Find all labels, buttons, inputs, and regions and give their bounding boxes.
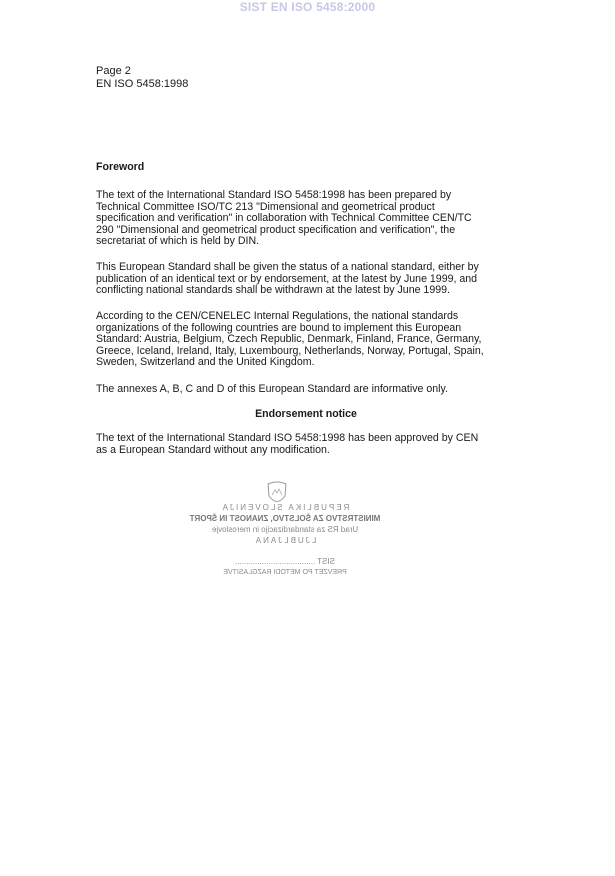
foreword-paragraph: This European Standard shall be given the status of a national standard, either by publication of an identical text or by endorsement, at the latest by June 1999, and conflicting national standards shall be withdrawn at the latest by June 1999. xyxy=(96,261,479,297)
page-number: Page 2 xyxy=(96,65,131,77)
foreword-paragraph: The annexes A, B, C and D of this European Standard are informative only. xyxy=(96,383,448,395)
foreword-paragraph: According to the CEN/CENELEC Internal Regulations, the national standards organizations of the following countries are bound to implement this European Standard: Austria, Belgium, Czech Republic, Denmark, Finland, France, Germany, Greece, Iceland, Ireland, Italy, Luxembourg, Netherlands, Norway, Portugal, Spain, Sweden, Switzerland and the United Kingdom. xyxy=(96,310,484,369)
stamp-line: SIST .................................... xyxy=(235,557,335,566)
stamp-line: Urad RS za standardizacijo in meroslovje xyxy=(211,525,359,534)
endorsement-text: The text of the International Standard ISO 5458:1998 has been approved by CEN as a European Standard without any modification. xyxy=(96,432,479,456)
page-header xyxy=(96,65,188,91)
foreword-paragraph: The text of the International Standard ISO 5458:1998 has been prepared by Technical Committee ISO/TC 213 "Dimensional and geometrical product specification and verification" in collaboration with Technical Committee CEN/TC 290 "Dimensional and geometrical product specification and verification", the secretariat of which is held by DIN. xyxy=(96,189,472,248)
stamp-line: MINISTRSTVO ZA ŠOLSTVO, ZNANOST IN ŠPORT xyxy=(189,514,381,523)
stamp-line: LJUBLJANA xyxy=(253,536,317,545)
standard-number: EN ISO 5458:1998 xyxy=(96,78,189,90)
stamp-line: PREVZET PO METODI RAZGLASITVE xyxy=(223,569,347,576)
endorsement-heading: Endorsement notice xyxy=(255,408,357,420)
foreword-heading: Foreword xyxy=(96,161,145,173)
bleed-through-stamp xyxy=(185,484,385,578)
stamp-line: REPUBLIKA SLOVENIJA xyxy=(220,503,350,512)
watermark: SIST EN ISO 5458:2000 xyxy=(239,0,376,14)
